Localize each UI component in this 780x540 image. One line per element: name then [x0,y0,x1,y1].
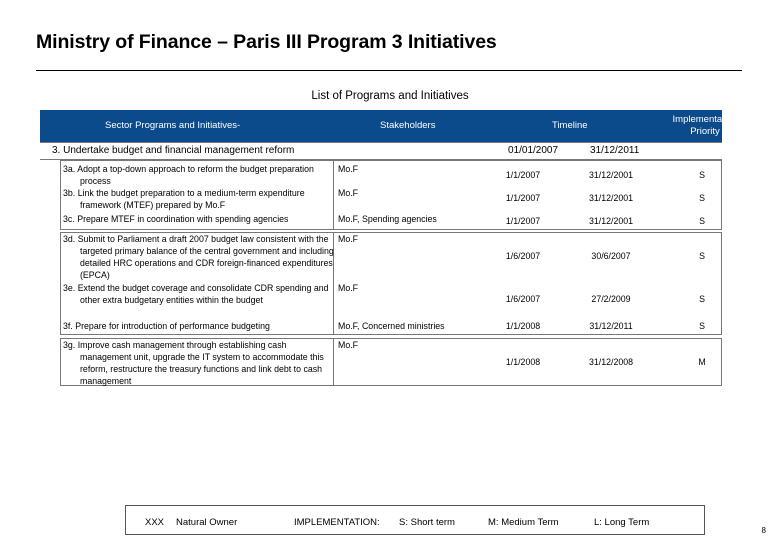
stakeholder-cell: Mo.F [338,340,359,350]
stakeholder-cell: Mo.F [338,164,359,174]
legend-long-term: L: Long Term [594,517,650,528]
stakeholder-cell: Mo.F, Spending agencies [338,214,437,224]
header-stakeholders: Stakeholders [380,120,436,131]
end-date-cell: 31/12/2001 [588,193,634,203]
end-date-cell: 31/12/2001 [588,170,634,180]
table-row [63,282,335,306]
legend-natural-owner: Natural Owner [176,517,238,528]
header-sector: Sector Programs and Initiatives- [105,120,241,131]
legend-short-term: S: Short term [399,517,455,528]
start-date-cell: 1/1/2008 [505,357,541,367]
legend-implementation: IMPLEMENTATION: [294,517,380,528]
end-date-cell: 30/6/2007 [591,251,631,261]
end-date-cell: 31/12/2008 [588,357,634,367]
start-date-cell: 1/1/2008 [505,321,541,331]
header-priority-line1: Implementation [672,114,738,125]
initiative-text: 3a. Adopt a top-down approach to reform the budget preparation process [63,164,314,186]
end-date-cell: 31/12/2011 [589,321,633,331]
page-number: 8 [761,526,766,535]
stakeholder-cell: Mo.F [338,234,359,244]
initiative-text: 3b. Link the budget preparation to a medium-term expenditure framework (MTEF) prepared by Mo.F [63,188,305,210]
end-date-cell: 27/2/2009 [591,294,631,304]
header-timeline: Timeline [552,120,588,131]
stakeholder-cell: Mo.F, Concerned ministries [338,321,445,331]
header-priority [660,114,750,138]
section-label: 3. Undertake budget and financial management reform [52,145,295,156]
legend-box [125,505,705,535]
table-header [40,110,738,142]
priority-cell: S [699,216,705,226]
priority-cell: S [699,251,705,261]
start-date-cell: 1/1/2007 [505,193,541,203]
table-row [63,339,335,387]
priority-cell: S [699,294,705,304]
title-divider [36,70,742,71]
initiative-text: 3f. Prepare for introduction of performance budgeting [63,321,270,331]
priority-cell: S [699,193,705,203]
section-start-date: 01/01/2007 [508,145,559,156]
start-date-cell: 1/6/2007 [505,294,541,304]
stakeholder-cell: Mo.F [338,283,359,293]
priority-cell: M [698,357,706,367]
table-caption: List of Programs and Initiatives [311,90,469,102]
stakeholder-cell: Mo.F [338,188,359,198]
table-row [63,233,335,281]
table-row [63,163,335,187]
initiative-text: 3d. Submit to Parliament a draft 2007 budget law consistent with the targeted primary balance of the central government and including detailed HRC operations and CDR foreign-financed expenditures (EPCA) [63,234,334,280]
start-date-cell: 1/1/2007 [505,170,541,180]
start-date-cell: 1/1/2007 [505,216,541,226]
priority-cell: S [699,170,705,180]
legend-xxx: XXX [145,517,165,528]
section-end-date: 31/12/2011 [590,145,640,156]
table-row [63,320,335,332]
header-priority-line2: Priority [690,126,720,137]
table-row [63,213,335,225]
initiative-text: 3c. Prepare MTEF in coordination with spending agencies [63,214,289,224]
table-row [63,187,335,211]
start-date-cell: 1/6/2007 [505,251,541,261]
end-date-cell: 31/12/2001 [588,216,634,226]
initiative-text: 3g. Improve cash management through establishing cash management unit, upgrade the IT system to accommodate this reform, restructure the treasury functions and link debt to cash management [63,340,324,386]
initiative-text: 3e. Extend the budget coverage and consolidate CDR spending and other extra budgetary entities within the budget [63,283,329,305]
page-title: Ministry of Finance – Paris III Program 3 Initiatives [36,31,497,53]
legend-medium-term: M: Medium Term [488,517,559,528]
section-band [40,142,722,160]
priority-cell: S [699,321,705,331]
